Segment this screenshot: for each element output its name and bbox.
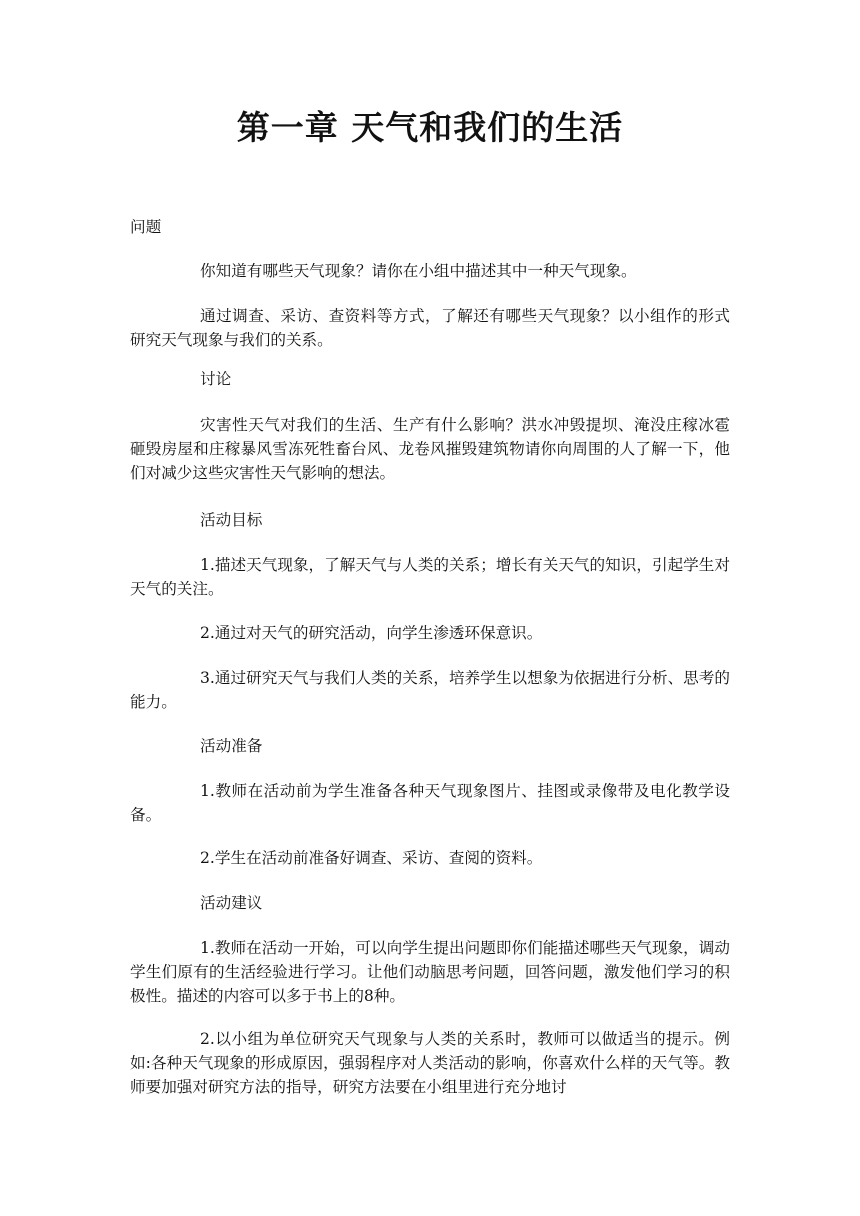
paragraph-goal-2: 2.通过对天气的研究活动，向学生渗透环保意识。	[200, 624, 543, 642]
heading-activity-goals: 活动目标	[200, 511, 263, 529]
chapter-title: 第一章 天气和我们的生活	[236, 108, 624, 147]
paragraph-goal-3: 3.通过研究天气与我们人类的关系，培养学生以想象为依据进行分析、思考的能力。	[130, 669, 730, 711]
heading-question: 问题	[130, 218, 162, 236]
paragraph-question-2: 通过调查、采访、查资料等方式，了解还有哪些天气现象？以小组作的形式研究天气现象与我们的关系。	[130, 307, 730, 349]
heading-discussion: 讨论	[200, 370, 232, 388]
paragraph-discussion: 灾害性天气对我们的生活、生产有什么影响？洪水冲毁提坝、淹没庄稼冰雹砸毁房屋和庄稼暴风雪冻死牲畜台风、龙卷风摧毁建筑物请你向周围的人了解一下，他们对减少这些灾害性天气影响的想法。	[130, 416, 730, 482]
paragraph-goal-1: 1.描述天气现象，了解天气与人类的关系；增长有关天气的知识，引起学生对天气的关注。	[130, 556, 730, 598]
paragraph-prep-1: 1.教师在活动前为学生准备各种天气现象图片、挂图或录像带及电化教学设备。	[130, 782, 730, 824]
paragraph-prep-2: 2.学生在活动前准备好调查、采访、查阅的资料。	[200, 849, 543, 867]
paragraph-question-1: 你知道有哪些天气现象？请你在小组中描述其中一种天气现象。	[200, 262, 637, 280]
paragraph-advice-2: 2.以小组为单位研究天气现象与人类的关系时，教师可以做适当的提示。例如:各种天气现象的形成原因，强弱程序对人类活动的影响，你喜欢什么样的天气等。教师要加强对研究方法的指导，研究方法要在小组里进行充分地讨	[130, 1030, 730, 1096]
heading-activity-advice: 活动建议	[200, 894, 263, 912]
paragraph-advice-1: 1.教师在活动一开始，可以向学生提出问题即你们能描述哪些天气现象，调动学生们原有的生活经验进行学习。让他们动脑思考问题，回答问题，激发他们学习的积极性。描述的内容可以多于书上的8种。	[130, 939, 730, 1005]
heading-activity-prep: 活动准备	[200, 737, 263, 755]
